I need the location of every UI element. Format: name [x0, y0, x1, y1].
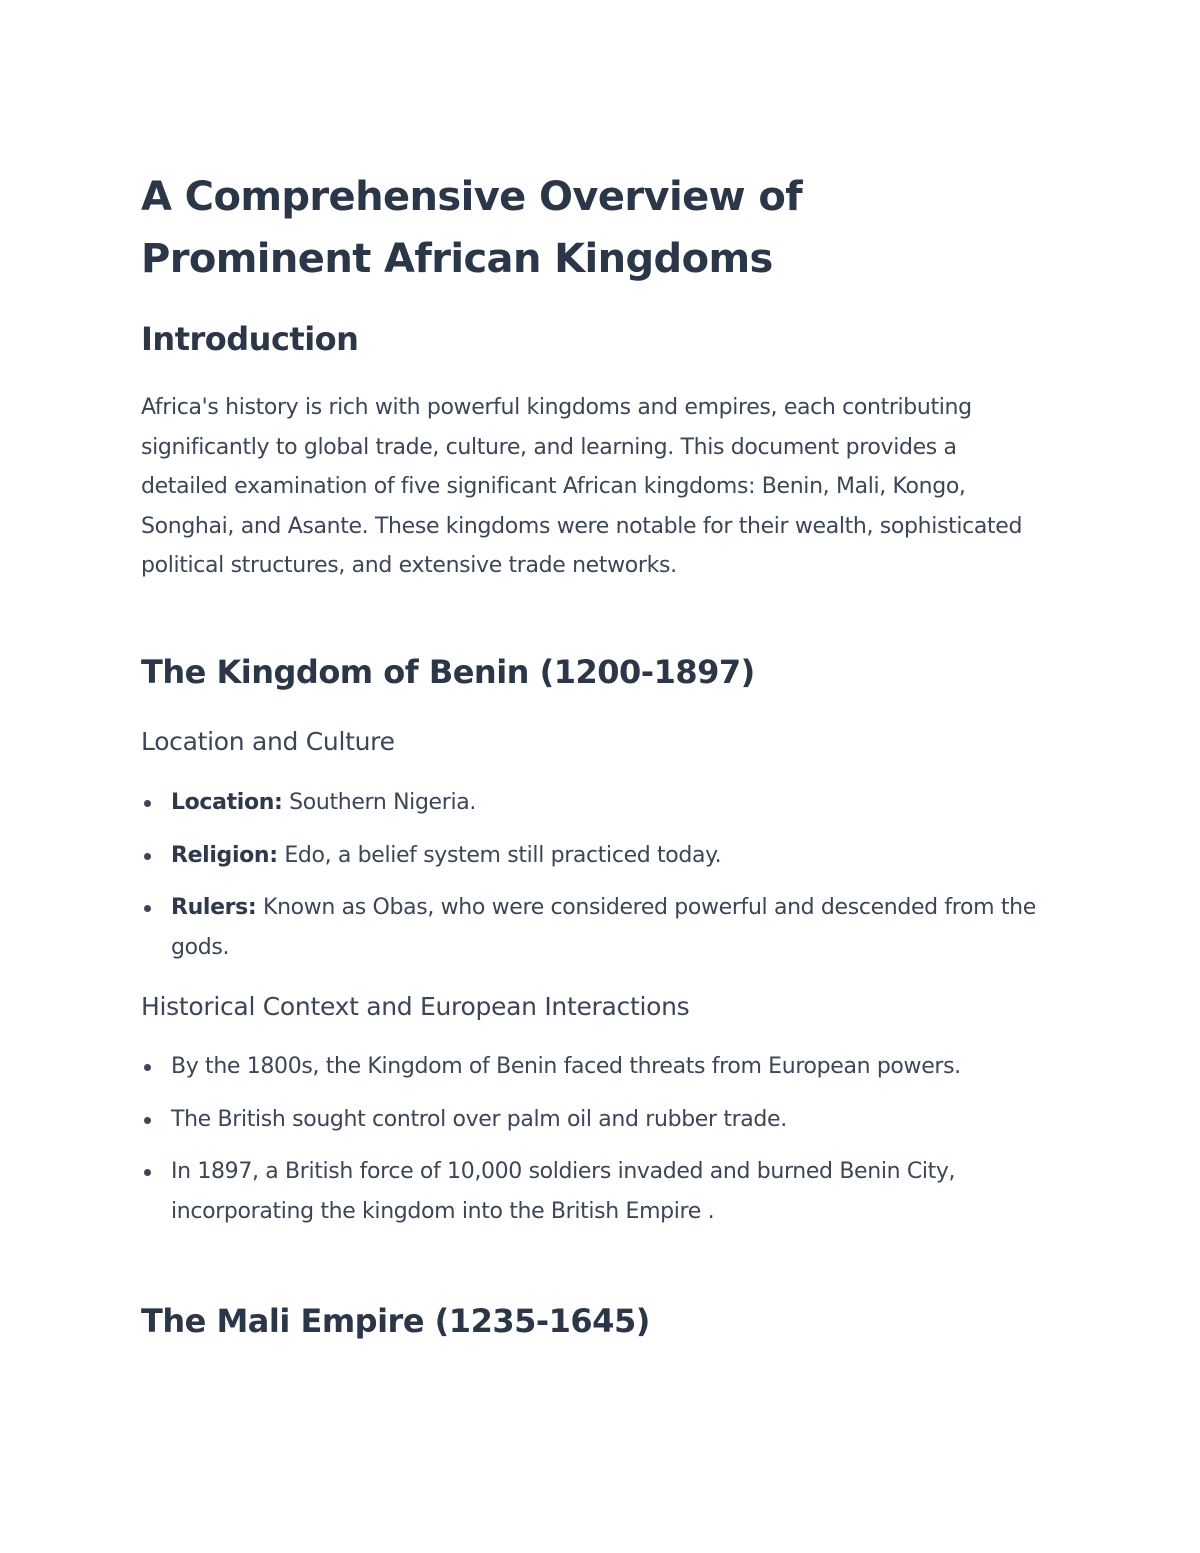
history-heading: Historical Context and European Interactions	[141, 992, 690, 1021]
introduction-heading: Introduction	[141, 320, 359, 358]
list-item: In 1897, a British force of 10,000 soldiers invaded and burned Benin City, incorporating the kingdom into the British Empire .	[141, 1152, 1051, 1231]
document-title: A Comprehensive Overview of Prominent African Kingdoms	[141, 174, 803, 282]
location-culture-list	[141, 783, 1051, 980]
list-item-label: Location:	[171, 790, 283, 815]
list-item-label: Religion:	[171, 842, 278, 868]
mali-heading: The Mali Empire (1235-1645)	[141, 1302, 650, 1340]
location-culture-heading: Location and Culture	[141, 727, 395, 756]
list-item: The British sought control over palm oil and rubber trade.	[141, 1100, 1051, 1140]
list-item	[141, 888, 1051, 967]
list-item-label: Rulers:	[171, 895, 257, 921]
benin-heading: The Kingdom of Benin (1200-1897)	[141, 653, 755, 691]
list-item	[141, 783, 1051, 823]
introduction-paragraph: Africa's history is rich with powerful kingdoms and empires, each contributing significantly to global trade, culture, and learning. This document provides a detailed examination of five significant African kingdoms: Benin, Mali, Kongo, Songhai, and Asante. These kingdoms were notable for their wealth, sophisticated political structures, and extensive trade networks.	[141, 395, 1023, 579]
list-item-text: Known as Obas, who were considered powerful and descended from the gods.	[171, 895, 1036, 960]
list-item-text: Edo, a belief system still practiced today.	[277, 842, 722, 868]
list-item	[141, 836, 1051, 876]
list-item-text: Southern Nigeria.	[282, 790, 476, 815]
history-list	[141, 1047, 1051, 1244]
list-item: By the 1800s, the Kingdom of Benin faced threats from European powers.	[141, 1047, 1051, 1087]
